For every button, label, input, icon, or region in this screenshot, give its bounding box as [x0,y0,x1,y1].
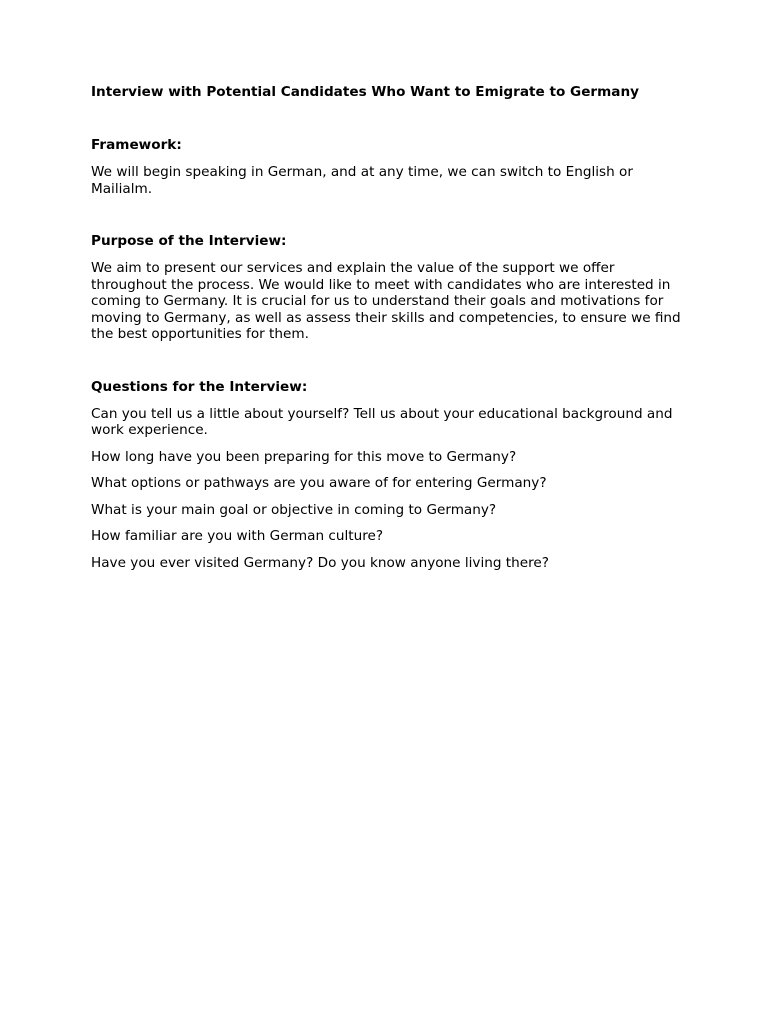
question-list [91,406,681,572]
question-item: Can you tell us a little about yourself? Tell us about your educational background and work experience. [91,405,673,438]
question-item: What is your main goal or objective in coming to Germany? [91,501,497,518]
framework-text: We will begin speaking in German, and at any time, we can switch to English or Mailialm. [91,164,633,197]
purpose-text: We aim to present our services and explain the value of the support we offer throughout the process. We would like to meet with candidates who are interested in coming to Germany. It is crucial for us to understand their goals and motivations for moving to Germany, as well as assess their skills and competencies, to ensure we find the best opportunities for them. [91,260,681,342]
question-item: How long have you been preparing for this move to Germany? [91,448,517,465]
question-item: Have you ever visited Germany? Do you know anyone living there? [91,554,549,571]
questions-heading: Questions for the Interview: [91,378,308,395]
question-item: How familiar are you with German culture? [91,528,384,544]
document-page [91,84,681,581]
document-title: Interview with Potential Candidates Who Want to Emigrate to Germany [91,84,639,100]
question-item: What options or pathways are you aware of for entering Germany? [91,475,547,491]
purpose-heading: Purpose of the Interview: [91,233,287,249]
framework-heading: Framework: [91,137,182,153]
